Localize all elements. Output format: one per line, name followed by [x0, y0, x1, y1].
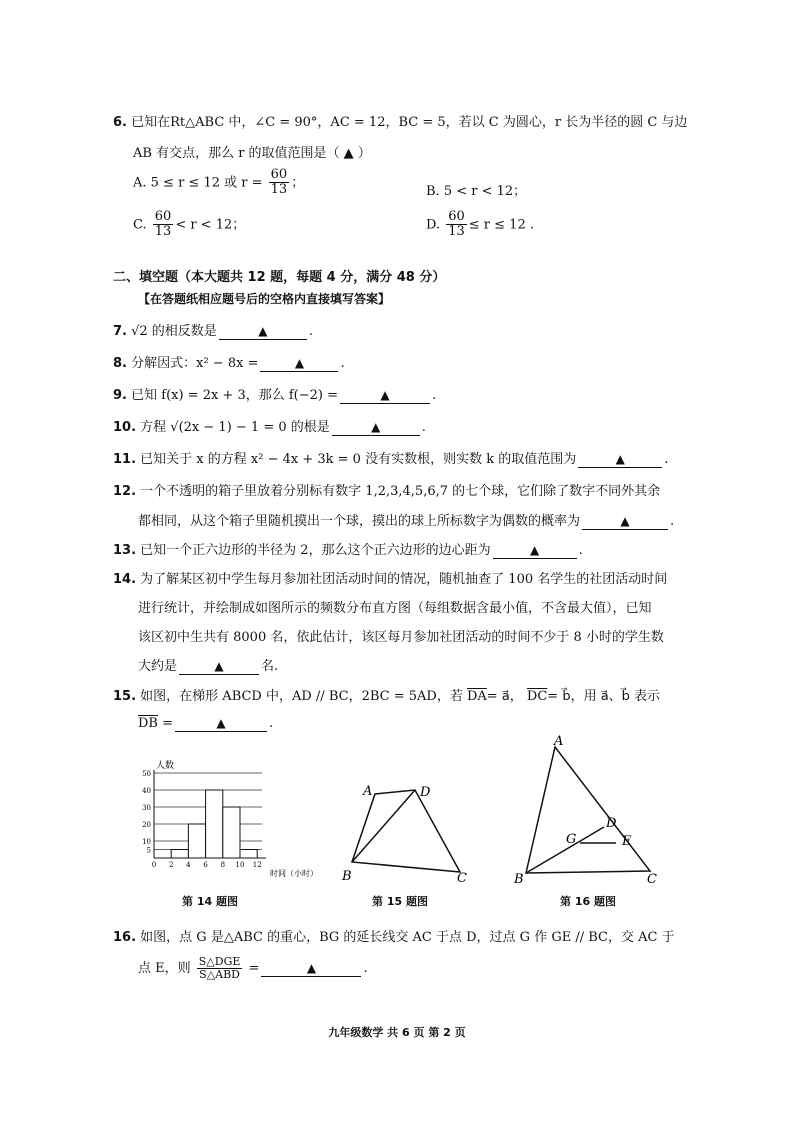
triangle-marker-icon: ▲ [615, 452, 625, 466]
q16-answer-blank[interactable] [261, 961, 361, 977]
x-tick-label: 0 [151, 861, 157, 869]
q11-end: . [664, 452, 669, 467]
histogram-bar [206, 790, 223, 858]
diagonal-bd [352, 790, 415, 862]
histogram-bar [223, 807, 240, 858]
triangle-marker-icon: ▲ [529, 543, 540, 557]
fraction-numerator: S△DGE [198, 955, 241, 968]
histogram-plot [142, 770, 266, 869]
fraction-denominator: S△ABD [199, 968, 240, 982]
q6-option-b: B. 5 < r < 12； [426, 184, 527, 199]
fraction-denominator: 13 [448, 224, 465, 240]
section-title: 二、填空题（本大题共 12 题，每题 4 分，满分 48 分） [113, 270, 446, 285]
q9-answer-blank[interactable] [340, 388, 430, 404]
q15-answer-blank[interactable] [175, 716, 267, 732]
q7-end: . [308, 324, 313, 339]
q14-line1 [113, 568, 667, 587]
fraction-numerator: 60 [270, 167, 288, 182]
q8-end: . [340, 356, 345, 371]
label-g: G [566, 832, 577, 847]
label-d: D [606, 816, 617, 831]
q13-end: . [578, 543, 583, 558]
histogram-bar [171, 850, 188, 859]
q6-option-d-fraction [446, 210, 467, 240]
y-tick-label: 30 [142, 804, 151, 812]
fraction-denominator: 13 [270, 182, 288, 198]
q14-answer-blank[interactable] [179, 659, 259, 675]
q9-text: 已知 f(x) = 2x + 3，那么 f(−2) = [131, 388, 339, 403]
x-tick-label: 4 [186, 861, 191, 869]
label-d: D [420, 785, 431, 800]
label-c: C [647, 872, 657, 885]
q7-number: 7. [113, 324, 127, 339]
q14-number: 14. [113, 572, 137, 587]
q8 [113, 352, 345, 372]
q15-end: . [269, 716, 274, 731]
histogram-bar [240, 850, 257, 859]
q14-text-line4: 大约是 [138, 659, 178, 674]
x-tick-label: 2 [168, 861, 174, 869]
page-footer: 九年级数学 共 6 页 第 2 页 [328, 1026, 466, 1039]
q14-line2: 进行统计，并绘制成如图所示的频数分布直方图（每组数据含最小值，不含最大值），已知 [138, 601, 652, 616]
q7 [113, 320, 313, 340]
histogram-bar [188, 824, 205, 858]
fig16-triangle [510, 735, 660, 885]
triangle-marker-icon: ▲ [294, 356, 305, 370]
x-axis-label: 时间（小时） [270, 869, 318, 878]
q14-line3: 该区初中生共有 8000 名，依此估计，该区每月参加社团活动的时间不少于 8 小时的学生数 [138, 630, 664, 645]
q15-text: 如图，在梯形 ABCD 中，AD // BC，2BC = 5AD，若 [140, 689, 463, 704]
q8-number: 8. [113, 356, 127, 371]
q6-number: 6. [113, 115, 127, 130]
q6-option-a-fraction [269, 168, 290, 198]
q6-line2: AB 有交点，那么 r 的取值范围是（ ▲ ） [133, 146, 371, 161]
q8-text: 分解因式：x² − 8x = [131, 356, 259, 371]
q15-eq-b: = b⃗，用 a⃗、b⃗ 表示 [547, 689, 661, 704]
q6-option-d-label: D. [426, 217, 441, 233]
q16-fraction [197, 956, 243, 981]
q6-option-a-end: ； [291, 175, 305, 191]
q10-end: . [421, 420, 426, 435]
q12-line1 [113, 480, 660, 499]
fig16-caption: 第 16 题图 [560, 895, 616, 908]
q15-line1 [113, 685, 660, 704]
q13-answer-blank[interactable] [493, 543, 577, 559]
q16-end: . [363, 961, 368, 977]
q15-number: 15. [113, 689, 137, 704]
q8-answer-blank[interactable] [260, 356, 338, 372]
vector-da: $\overline{DA}$ [466, 689, 487, 704]
q10-text: 方程 √(2x − 1) − 1 = 0 的根是 [140, 420, 330, 435]
q11-text: 已知关于 x 的方程 x² − 4x + 3k = 0 没有实数根，则实数 k 的取值范围为 [140, 452, 577, 467]
fig15-trapezoid [340, 776, 480, 886]
fraction-numerator: 60 [448, 209, 465, 224]
q7-text: √2 的相反数是 [131, 324, 217, 339]
fig14-histogram [138, 758, 318, 878]
q9 [113, 384, 436, 404]
fraction-denominator: 13 [154, 224, 172, 240]
q6-text-line1: 已知在Rt△ABC 中，∠C = 90°，AC = 12，BC = 5，若以 C 为圆心，r 长为半径的圆 C 与边 [131, 115, 688, 130]
q12-end: . [670, 514, 675, 529]
q12-text-line2: 都相同，从这个箱子里随机摸出一个球，摸出的球上所标数字为偶数的概率为 [138, 514, 581, 529]
fig15-caption: 第 15 题图 [372, 895, 428, 908]
q6-option-c-label: C. [133, 217, 147, 233]
q13-number: 13. [113, 543, 137, 558]
triangle-marker-icon: ▲ [214, 659, 224, 673]
triangle-marker-icon: ▲ [306, 961, 317, 976]
fraction-numerator: 60 [154, 209, 172, 224]
q6-option-c-fraction [153, 210, 174, 240]
q11 [113, 448, 668, 468]
label-e: E [622, 834, 632, 849]
q13 [113, 539, 583, 559]
triangle-marker-icon: ▲ [216, 716, 226, 730]
vector-db: $\overline{DB}$ [138, 716, 158, 731]
triangle-marker-icon: ▲ [380, 388, 390, 402]
triangle-abc [526, 747, 650, 873]
segment-bd [526, 827, 604, 873]
q12-line2 [138, 510, 674, 530]
x-tick-label: 6 [203, 861, 208, 869]
q15-line2 [138, 716, 273, 732]
q11-number: 11. [113, 452, 137, 467]
q6-option-c-text: < r < 12； [175, 217, 246, 233]
q9-number: 9. [113, 388, 127, 403]
q10-answer-blank[interactable] [332, 420, 420, 436]
y-tick-label: 40 [142, 787, 151, 795]
x-tick-label: 10 [235, 861, 245, 869]
label-a: A [554, 735, 564, 749]
section-note: 【在答题纸相应题号后的空格内直接填写答案】 [138, 292, 391, 306]
y-tick-label: 50 [142, 770, 151, 778]
q6-option-a-text: A. 5 ≤ r ≤ 12 或 r = [133, 175, 263, 191]
q10 [113, 416, 426, 436]
q16-text-line1: 如图，点 G 是△ABC 的重心，BG 的延长线交 AC 于点 D，过点 G 作 GE // BC，交 AC 于 [140, 930, 675, 945]
x-tick-label: 8 [220, 861, 226, 869]
x-tick-label: 12 [252, 861, 262, 869]
q9-end: . [432, 388, 437, 403]
q6-option-a [133, 168, 304, 198]
q10-number: 10. [113, 420, 137, 435]
q15-eq-a: = a⃗， [486, 689, 523, 704]
q16-text-line2: 点 E，则 [138, 961, 191, 977]
q6-option-c [133, 210, 245, 240]
q11-answer-blank[interactable] [578, 452, 662, 468]
q6-option-d [426, 210, 534, 240]
triangle-marker-icon: ▲ [620, 514, 630, 528]
q12-text-line1: 一个不透明的箱子里放着分别标有数字 1,2,3,4,5,6,7 的七个球，它们除了数字不同外其余 [140, 484, 661, 499]
y-axis-label: 人数 [156, 761, 175, 771]
label-b: B [342, 869, 352, 884]
q16-line1 [113, 926, 675, 945]
triangle-marker-icon: ▲ [258, 324, 268, 338]
q14-end: 名. [261, 659, 279, 674]
q16-eq: = [248, 961, 260, 977]
label-b: B [514, 872, 524, 885]
q7-answer-blank[interactable] [219, 324, 307, 340]
q13-text: 已知一个正六边形的半径为 2，那么这个正六边形的边心距为 [140, 543, 491, 558]
y-tick-label: 20 [142, 821, 151, 829]
q16-number: 16. [113, 930, 137, 945]
label-c: C [457, 871, 467, 886]
q12-number: 12. [113, 484, 137, 499]
trapezoid-abcd [352, 790, 460, 872]
q6-option-d-text: ≤ r ≤ 12 . [468, 217, 534, 233]
triangle-marker-icon: ▲ [371, 420, 381, 434]
vector-dc: $\overline{DC}$ [526, 689, 548, 704]
q12-answer-blank[interactable] [582, 514, 668, 530]
label-a: A [363, 784, 373, 799]
y-tick-label: 10 [142, 838, 151, 846]
q14-text-line1: 为了解某区初中学生每月参加社团活动时间的情况，随机抽查了 100 名学生的社团活动时间 [140, 572, 668, 587]
q16-line2 [138, 956, 368, 981]
fig14-caption: 第 14 题图 [182, 895, 238, 908]
q14-line4 [138, 655, 278, 675]
q15-eq2: = [162, 716, 174, 731]
q6-line1 [113, 111, 687, 130]
y-tick-label: 5 [146, 846, 151, 855]
